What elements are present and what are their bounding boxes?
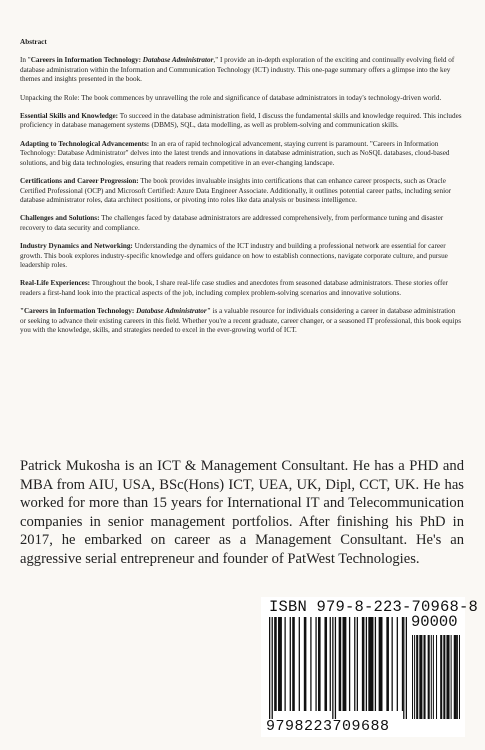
- barcode-bar: [375, 617, 376, 711]
- closing-book-title-italic: Database Administrator": [136, 307, 211, 316]
- price-code: 90000: [411, 613, 458, 631]
- barcode-bar: [324, 617, 327, 711]
- barcode-bar: [416, 635, 418, 719]
- barcode-bar: [368, 617, 373, 711]
- barcode-bar: [403, 617, 404, 719]
- isbn-label: ISBN 979-8-223-70968-8: [269, 598, 479, 616]
- barcode-bar: [299, 617, 300, 711]
- barcode-bar: [431, 635, 432, 719]
- barcode-bar: [423, 635, 425, 719]
- abstract-unpacking: Unpacking the Role: The book commences by unravelling the role and significance of database administrators in today's technology-driven world.: [20, 93, 442, 102]
- section-text: The book provides invaluable insights into certifications that can enhance career prospects, such as Oracle Certified Professional (OCP) and Microsoft Certified: Azure Data Engineer Associate. Additionally, it outlines potential career paths, including senior database administrator roles, data architect positions, or pivoting into roles like data analysis or business intelligence.: [20, 176, 452, 205]
- abstract-section-challenges: [20, 214, 462, 233]
- barcode-bar: [284, 617, 285, 711]
- section-label: Industry Dynamics and Networking:: [20, 242, 133, 251]
- barcode-bar: [349, 617, 350, 711]
- barcode-bar: [397, 617, 398, 711]
- section-label: Essential Skills and Knowledge:: [20, 111, 119, 120]
- barcode-bar: [443, 635, 445, 719]
- barcode-bar: [366, 617, 367, 711]
- barcode-bar: [339, 617, 342, 711]
- barcode-bar: [357, 617, 358, 711]
- barcode-bar: [290, 617, 291, 711]
- barcode-bar: [332, 617, 333, 719]
- intro-book-title-italic: Database Administrator: [142, 56, 214, 65]
- intro-book-title: Careers in Information Technology:: [30, 56, 143, 65]
- barcode-bar: [440, 635, 442, 719]
- abstract-section: [20, 38, 462, 345]
- section-text: Understanding the dynamics of the ICT industry and building a professional network are essential for career growth. This book explores industry-specific knowledge and offers guidance on how to establish connections, navigate corporate culture, and pursue leadership roles.: [20, 242, 448, 270]
- barcode-bar: [419, 635, 422, 719]
- barcode-bar: [278, 617, 282, 711]
- section-label: Adapting to Technological Advancements:: [20, 139, 150, 148]
- barcode-bar: [304, 617, 307, 711]
- barcode-bar: [428, 635, 430, 719]
- barcode-bar: [402, 617, 403, 711]
- abstract-closing: [20, 307, 462, 336]
- barcode-bar: [433, 635, 434, 719]
- barcode-bar: [310, 617, 311, 711]
- ean-digits: 9798223709688: [266, 718, 390, 735]
- barcode-bar: [446, 635, 449, 719]
- intro-prefix: In ": [20, 56, 31, 65]
- price-addon-bars: [412, 635, 460, 719]
- abstract-intro: [20, 56, 462, 85]
- abstract-section-skills: [20, 112, 462, 131]
- barcode-bar: [386, 617, 389, 711]
- section-text: To succeed in the database administration field, I discuss the fundamental skills and knowledge required. This includes proficiency in database management systems (DBMS), SQL, data modelling, as well as problem-solving and communication skills.: [20, 111, 462, 130]
- section-text: The challenges faced by database administrators are addressed comprehensively, from performance tuning and disaster recovery to data security and compliance.: [20, 214, 444, 232]
- barcode-bar: [343, 617, 347, 711]
- isbn-barcode: [261, 597, 479, 737]
- barcode-bar: [414, 635, 415, 719]
- barcode-bar: [454, 635, 457, 719]
- abstract-section-experiences: [20, 279, 462, 298]
- barcode-bar: [362, 617, 365, 711]
- abstract-heading: Abstract: [20, 38, 47, 46]
- barcode-bar: [459, 635, 460, 719]
- barcode-bar: [274, 617, 277, 711]
- barcode-bar: [318, 617, 321, 711]
- author-bio: Patrick Mukosha is an ICT & Management Consultant. He has a PHD and MBA from AIU, USA, BSc(Hons) ICT, UEA, UK, Dipl, CCT, UK. He has worked for more than 15 years for International IT and Telecommunication companies in senior management portfolios. After finishing his PhD in 2017, he embarked on career as a Management Consultant. He's an aggressive serial entrepreneur and founder of PatWest Technologies.: [20, 458, 464, 567]
- barcode-bar: [269, 617, 270, 719]
- barcode-bar: [335, 617, 336, 719]
- section-text: In an era of rapid technological advancement, staying current is paramount. "Careers in Information Technology: Database Administrator" delves into the latest trends and innovations in database administration, such as NoSQL databases, cloud-based solutions, and big data technologies, ensuring that readers remain competitive in an ever-changing landscape.: [20, 139, 450, 167]
- barcode-bar: [392, 617, 393, 711]
- barcode-bar: [451, 635, 452, 719]
- barcode-bar: [272, 617, 273, 719]
- closing-text: is a valuable resource for individuals considering a career in database administration or seeking to advance their existing careers in this field. Whether you're a recent graduate, career changer, or a seasoned IT professional, this book equips you with the knowledge, skills, and strategies needed to excel in the ever-growing world of ICT.: [20, 307, 462, 335]
- abstract-section-adapting: [20, 140, 462, 169]
- abstract-section-industry: [20, 242, 462, 271]
- barcode-bar: [406, 617, 407, 719]
- barcode-bar: [436, 635, 437, 719]
- abstract-section-certifications: [20, 177, 462, 206]
- section-label: Certifications and Career Progression:: [20, 176, 139, 185]
- section-text: Throughout the book, I share real-life case studies and anecdotes from seasoned database administrators. These stories offer readers a first-hand look into the practical aspects of the job, including complex problem-solving scenarios and innovative solutions.: [20, 279, 448, 298]
- section-label: Real-Life Experiences:: [20, 279, 91, 288]
- barcode-bar: [330, 617, 331, 711]
- barcode-bar: [292, 617, 295, 711]
- intro-text: ," I provide an in-depth exploration of the exciting and continually evolving field of database administration within the Information and Communication Technology (ICT) industry. This one-page summary offers a glimpse into the key themes and insights presented in the book.: [20, 56, 455, 84]
- barcode-bar: [315, 617, 316, 711]
- section-label: Challenges and Solutions:: [20, 214, 100, 223]
- ean-barcode-bars: [269, 617, 407, 719]
- barcode-bar: [412, 635, 413, 719]
- barcode-bar: [354, 617, 355, 711]
- barcode-bar: [379, 617, 383, 711]
- barcode-bar: [457, 635, 458, 719]
- closing-book-title: "Careers in Information Technology:: [20, 307, 137, 316]
